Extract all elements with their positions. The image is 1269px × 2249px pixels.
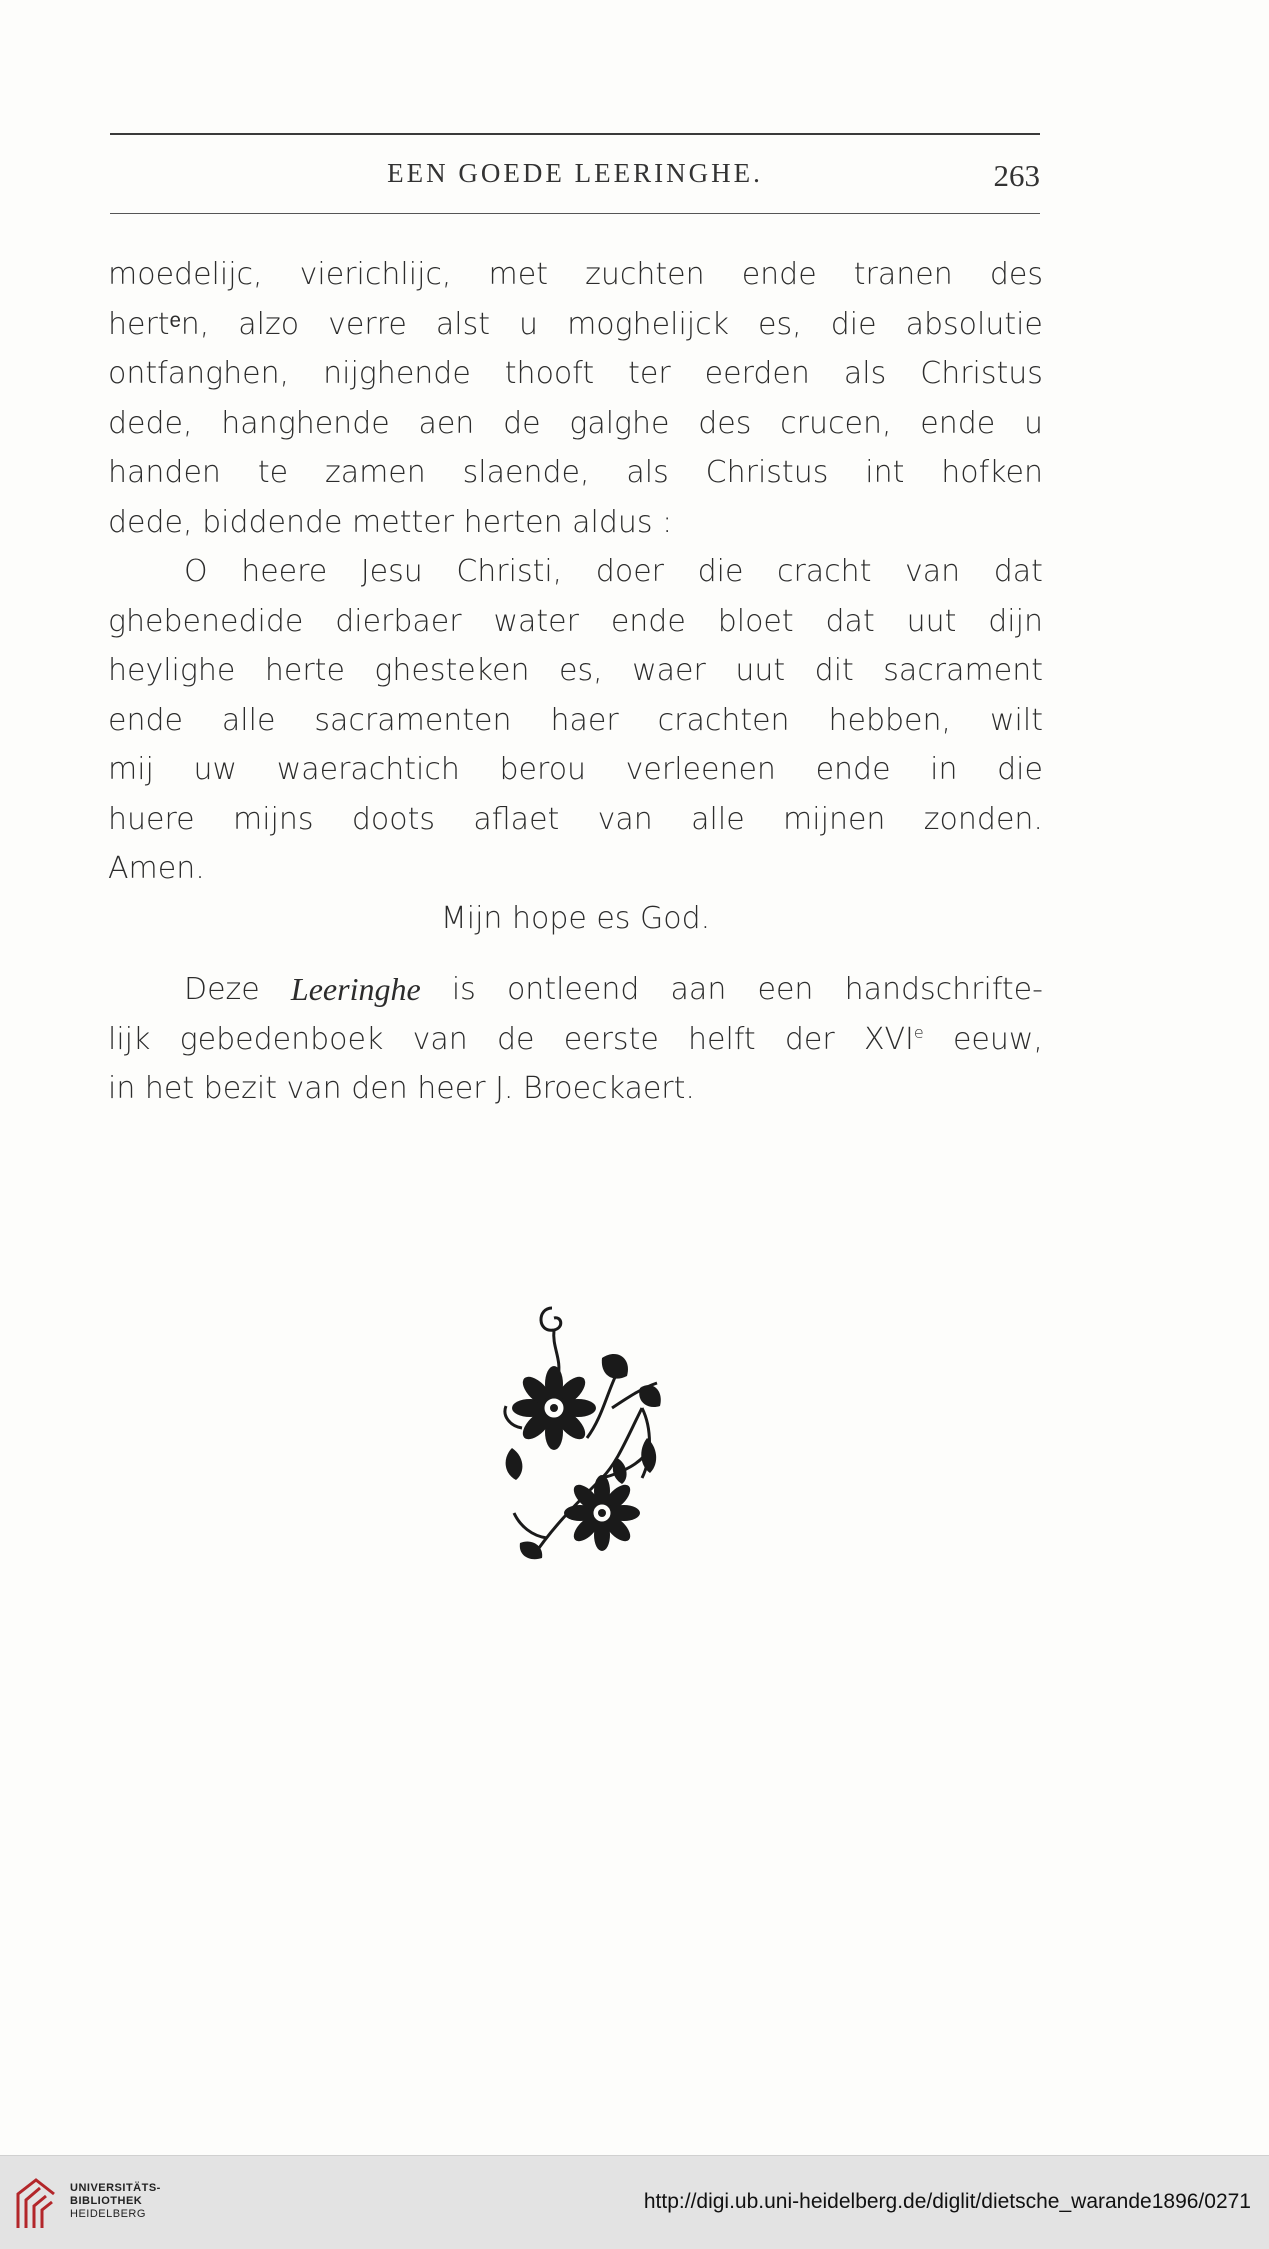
word: dijn (988, 603, 1043, 639)
word: aen (418, 405, 475, 441)
source-url-link[interactable]: http://digi.ub.uni-heidelberg.de/diglit/dietsche_warande1896/0271 (643, 2190, 1251, 2213)
word: zamen (324, 455, 426, 490)
word: de (503, 405, 541, 441)
word: hofken (941, 455, 1043, 490)
word: hanghende (221, 405, 390, 441)
note-line-3 (108, 1064, 1043, 1114)
note-line-3-text: in het bezit van den heer J. Broeckaert. (108, 1071, 695, 1106)
word: dit (814, 653, 854, 688)
library-footer (0, 2155, 1269, 2249)
word: absolutie (905, 306, 1043, 342)
paragraph-prayer-intro (108, 250, 1043, 547)
word: galghe (569, 405, 670, 441)
word: moedelijc, (108, 257, 263, 292)
word: water (493, 603, 579, 639)
word: nijghende (323, 356, 471, 391)
text-line (108, 349, 1043, 399)
word: Christi, (456, 554, 563, 589)
word: met (488, 257, 548, 292)
word: hebben, (828, 702, 952, 738)
word: Amen. (108, 851, 205, 886)
word: huere (108, 801, 195, 837)
text-line (108, 250, 1043, 300)
library-logo-text: UNIVERSITÄTS- BIBLIOTHEK HEIDELBERG (70, 2182, 161, 2220)
header-rule-bottom (110, 213, 1040, 214)
word: moghelijck (567, 306, 730, 342)
word: herte (264, 653, 345, 688)
word: vierichlijc, (299, 257, 452, 292)
word: waerachtich (276, 752, 460, 787)
word: Jesu (360, 554, 423, 589)
word: es, (758, 306, 802, 342)
word: zonden. (923, 801, 1043, 837)
note-word: handschrifte- (844, 972, 1043, 1007)
word: uut (906, 603, 957, 639)
word: O (184, 554, 208, 589)
word: ter (628, 356, 671, 391)
note-word: gebedenboek (179, 1021, 384, 1057)
word: int (865, 455, 905, 490)
word: alst (435, 306, 490, 342)
word: als (626, 455, 669, 490)
word: dede, biddende metter herten aldus : (108, 504, 673, 540)
text-line (108, 448, 1043, 498)
word: sacramenten (314, 702, 512, 738)
word: thooft (504, 356, 595, 391)
text-line (108, 646, 1043, 696)
note-word: eeuw, (952, 1021, 1043, 1057)
word: ende (610, 603, 686, 639)
note-word: lijk (108, 1021, 151, 1057)
word: mij (108, 752, 154, 787)
floral-vignette-icon (492, 1288, 672, 1568)
paragraph-prayer (108, 547, 1043, 894)
word: tranen (853, 257, 953, 292)
note-word: ontleend (506, 972, 640, 1007)
motto-line (108, 894, 1043, 944)
text-line (108, 547, 1043, 597)
note-word: Deze (184, 972, 260, 1007)
word: wilt (990, 702, 1043, 738)
word: heylighe (108, 653, 236, 688)
word: dede, (108, 405, 193, 441)
word: crachten (657, 702, 790, 738)
note-word: eerste (563, 1021, 659, 1057)
word: die (830, 306, 877, 342)
word: Christus (920, 356, 1043, 391)
word: des (698, 405, 752, 441)
note-word: een (757, 972, 814, 1007)
note-line-1 (108, 965, 1043, 1015)
word: ende (741, 257, 817, 292)
note-word: helft (688, 1021, 756, 1057)
word: van (597, 801, 653, 837)
word: van (905, 554, 961, 589)
word: mijns (232, 801, 314, 837)
word: slaende, (462, 455, 590, 490)
word: die (997, 752, 1043, 787)
note-word: is (451, 972, 476, 1007)
word: u (519, 306, 539, 342)
word: uw (193, 752, 238, 787)
source-note (108, 965, 1043, 1114)
note-word: der (784, 1021, 835, 1057)
text-line (108, 844, 1043, 894)
word: sacrament (883, 653, 1043, 688)
motto: Mijn hope es God. (440, 900, 711, 936)
word: verre (328, 306, 407, 342)
word: dat (993, 554, 1043, 589)
word: u (1023, 405, 1043, 441)
word: waer (632, 653, 706, 688)
word: ontfanghen, (108, 356, 290, 391)
word: ende (920, 405, 996, 441)
word: hertᵉn, (108, 306, 210, 342)
text-line (108, 795, 1043, 845)
word: alzo (238, 306, 300, 342)
university-library-logo-icon (14, 2176, 58, 2232)
word: aflaet (473, 801, 560, 837)
text-line (108, 399, 1043, 449)
word: mijnen (783, 801, 886, 837)
word: dat (825, 603, 875, 639)
word: verleenen (625, 752, 776, 787)
century-numeral: XVIe (863, 1021, 924, 1057)
word: eerden (704, 356, 810, 391)
word: berou (499, 752, 587, 787)
text-line (108, 745, 1043, 795)
note-word: van (412, 1021, 468, 1057)
word: bloet (717, 603, 794, 639)
text-line (108, 696, 1043, 746)
note-word: de (496, 1021, 535, 1057)
body-text (108, 250, 1043, 1114)
word: alle (221, 702, 276, 738)
word: cracht (776, 554, 872, 589)
header-rule-top (110, 133, 1040, 135)
word: zuchten (585, 257, 705, 292)
note-title-italic: Leeringhe (290, 971, 421, 1007)
text-line (108, 498, 1043, 548)
word: ende (815, 752, 891, 787)
word: die (697, 554, 744, 589)
running-title: EEN GOEDE LEERINGHE. (387, 158, 763, 188)
note-line-2 (108, 1015, 1043, 1065)
word: te (257, 455, 289, 490)
text-line (108, 597, 1043, 647)
word: uut (735, 653, 786, 688)
running-head (110, 158, 1040, 198)
word: crucen, (780, 405, 892, 441)
word: es, (559, 653, 603, 688)
word: des (989, 257, 1043, 292)
word: Christus (705, 455, 829, 490)
word: in (930, 752, 958, 787)
note-word: aan (670, 972, 727, 1007)
word: alle (691, 801, 745, 837)
page-number: 263 (993, 158, 1040, 193)
word: doots (351, 801, 436, 837)
word: ghebenedide (108, 603, 304, 639)
word: handen (108, 455, 221, 490)
text-line (108, 300, 1043, 350)
word: als (843, 356, 887, 391)
word: ghesteken (374, 653, 530, 688)
word: dierbaer (335, 603, 462, 639)
word: haer (550, 702, 619, 738)
word: doer (595, 554, 664, 589)
word: ende (108, 702, 183, 738)
word: heere (241, 554, 328, 589)
